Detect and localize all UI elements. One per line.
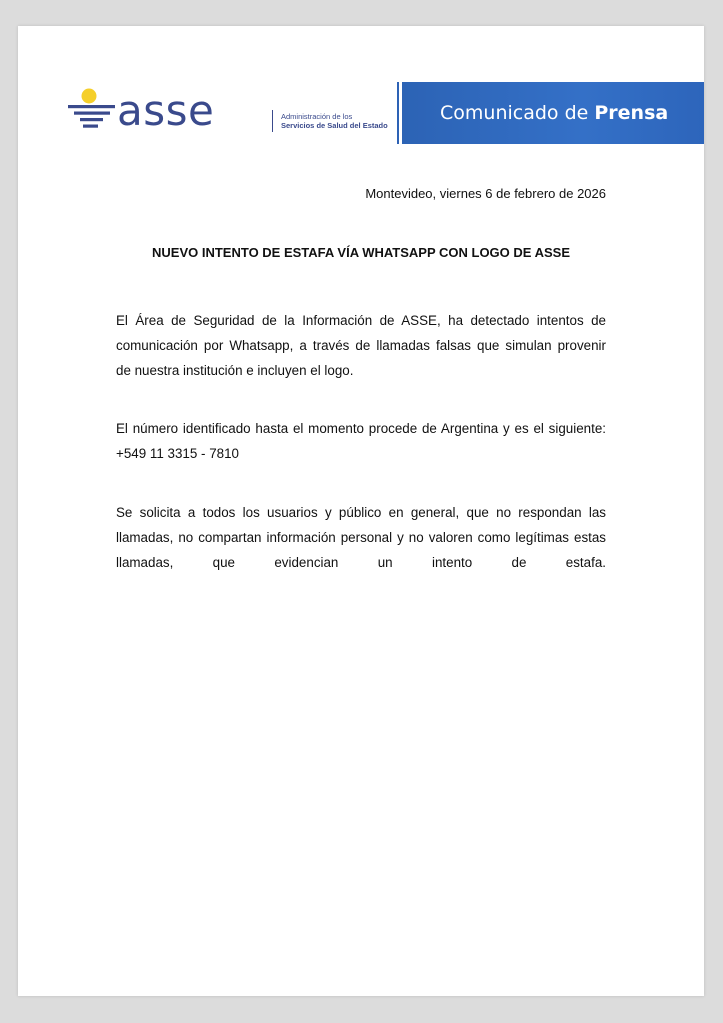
banner-title-regular: Comunicado de: [440, 102, 589, 124]
document-page: [18, 26, 704, 996]
paragraph-2-line-1: El número identificado hasta el momento procede de Argentina y es el siguiente:: [116, 421, 606, 436]
logo-wordmark: asse: [117, 86, 215, 135]
phone-number: +549 11 3315 - 7810: [116, 446, 239, 461]
paragraph-1-line-3: de nuestra institución e incluyen el logo.: [116, 363, 354, 378]
logo-subtitle: [281, 112, 388, 130]
paragraph-1-line-1: El Área de Seguridad de la Información de ASSE, ha detectado intentos de: [116, 313, 606, 328]
paragraph-3-line-2: llamadas, no compartan información personal y no valoren como legítimas estas: [116, 530, 606, 545]
asse-sun-icon: [68, 86, 116, 138]
logo-subtitle-line2: Servicios de Salud del Estado: [281, 121, 388, 130]
paragraph-2: [116, 416, 606, 466]
asse-logo: [68, 86, 388, 146]
paragraph-3: [116, 500, 606, 575]
document-date: Montevideo, viernes 6 de febrero de 2026: [365, 186, 606, 201]
paragraph-3-line-1: Se solicita a todos los usuarios y público en general, que no respondan las: [116, 505, 606, 520]
banner-title: [440, 102, 668, 124]
banner-accent-line: [397, 82, 399, 144]
logo-divider: [272, 110, 273, 132]
paragraph-1: [116, 308, 606, 383]
logo-subtitle-line1: Administración de los: [281, 112, 353, 121]
document-title: NUEVO INTENTO DE ESTAFA VÍA WHATSAPP CON LOGO DE ASSE: [152, 245, 570, 260]
banner-title-bold: Prensa: [594, 102, 669, 124]
press-release-banner: [402, 82, 704, 144]
paragraph-1-line-2: comunicación por Whatsapp, a través de llamadas falsas que simulan provenir: [116, 338, 606, 353]
paragraph-3-line-3: llamadas, que evidencian un intento de estafa.: [116, 555, 606, 570]
